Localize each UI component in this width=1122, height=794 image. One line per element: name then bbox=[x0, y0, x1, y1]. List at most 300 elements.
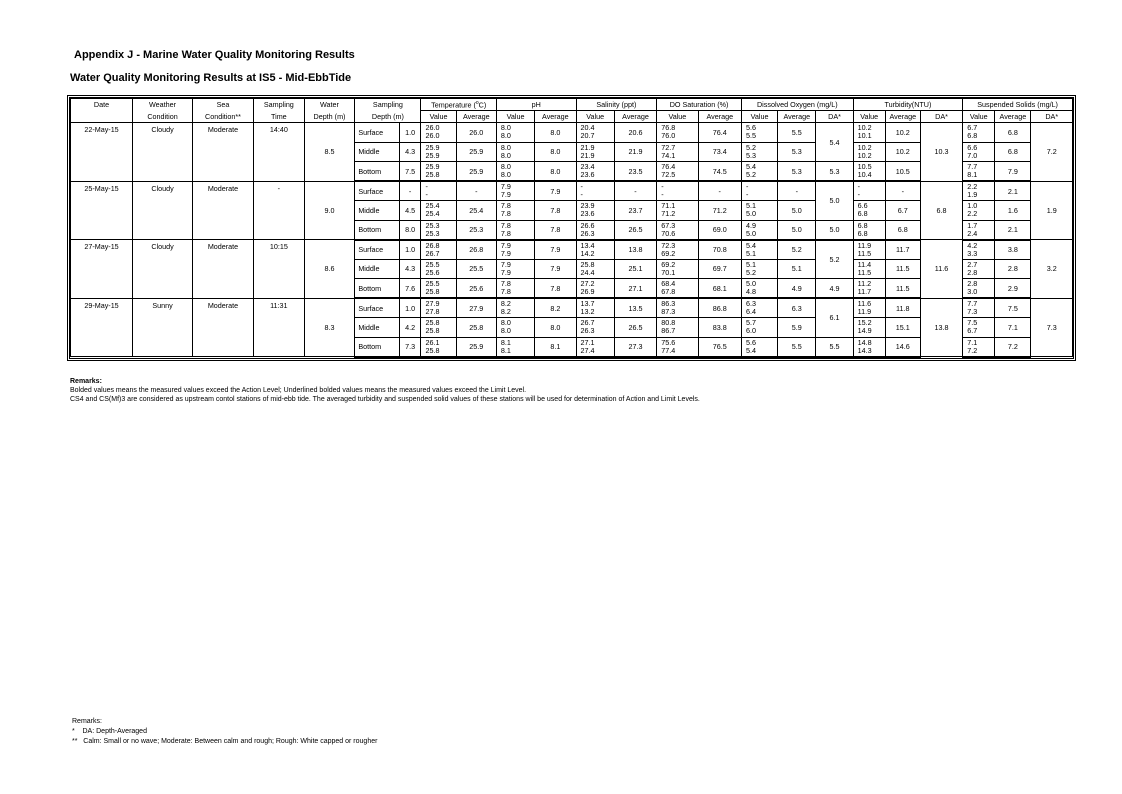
dissolved-oxygen-values-1: 5.0 bbox=[745, 279, 756, 288]
turbidity-average: 10.5 bbox=[885, 162, 920, 182]
sampling-time-cell: 14:40 bbox=[254, 123, 305, 182]
salinity-average: 20.6 bbox=[614, 123, 656, 143]
appendix-title: Appendix J - Marine Water Quality Monitoring Results bbox=[74, 49, 355, 61]
turbidity-values-2: 10.4 bbox=[857, 170, 872, 179]
col-header-sampling-time: Sampling bbox=[254, 99, 305, 111]
results-table-frame bbox=[67, 95, 1076, 361]
remarks-top-line-1: Bolded values means the measured values exceed the Action Level; Underlined bolded values means the measured values exceed the Limit Level. bbox=[70, 387, 527, 394]
remarks-top-heading: Remarks: bbox=[70, 378, 102, 385]
subheader-average: Average bbox=[778, 111, 816, 123]
turbidity-average: 10.2 bbox=[885, 142, 920, 162]
turbidity-average: 10.2 bbox=[885, 123, 920, 143]
suspended-solids-values-1: 7.7 bbox=[967, 162, 978, 171]
results-table bbox=[70, 98, 1073, 358]
table-row bbox=[71, 298, 1073, 318]
subheader-value: Value bbox=[853, 111, 885, 123]
suspended-solids-values-1: 2.2 bbox=[967, 182, 978, 191]
turbidity-values bbox=[853, 318, 885, 338]
turbidity-values-1: 15.2 bbox=[857, 318, 872, 328]
do-saturation-values bbox=[657, 318, 698, 338]
turbidity-values bbox=[853, 240, 885, 260]
salinity-average: 26.5 bbox=[614, 220, 656, 240]
turbidity-values-2: - bbox=[857, 190, 861, 199]
suspended-solids-average: 7.1 bbox=[995, 318, 1031, 338]
date-cell: 27-May-15 bbox=[71, 240, 133, 299]
ph-average: 7.9 bbox=[535, 181, 576, 201]
sampling-level-cell: Middle bbox=[355, 259, 399, 279]
salinity-values bbox=[576, 240, 614, 260]
turbidity-values-2: 10.2 bbox=[857, 150, 872, 160]
remarks-bottom-line-1: * DA: Depth-Averaged bbox=[72, 728, 147, 735]
col-header-sea: Sea bbox=[193, 99, 254, 111]
dissolved-oxygen-average: 5.0 bbox=[778, 201, 816, 221]
dissolved-oxygen-values-1: 5.7 bbox=[745, 318, 756, 328]
dissolved-oxygen-average: 5.1 bbox=[778, 259, 816, 279]
water-depth-cell: 8.3 bbox=[304, 298, 355, 357]
salinity-values bbox=[576, 259, 614, 279]
temperature-values-1: 25.9 bbox=[425, 162, 440, 171]
salinity-values bbox=[576, 337, 614, 357]
subheader-value: Value bbox=[421, 111, 456, 123]
do-saturation-average: 76.5 bbox=[698, 337, 741, 357]
suspended-solids-values bbox=[963, 123, 995, 143]
salinity-values bbox=[576, 279, 614, 299]
temperature-values-1: 27.9 bbox=[425, 299, 440, 308]
temperature-average: 25.9 bbox=[456, 337, 496, 357]
sampling-level-cell: Surface bbox=[355, 123, 399, 143]
remarks-bottom-heading: Remarks: bbox=[72, 718, 102, 725]
turbidity-average: 11.5 bbox=[885, 259, 920, 279]
suspended-solids-values-2: 6.7 bbox=[967, 326, 978, 336]
sampling-level-cell: Bottom bbox=[355, 279, 399, 299]
temperature-values-1: 25.3 bbox=[425, 220, 440, 230]
col-subheader-sampling-depth: Depth (m) bbox=[355, 111, 421, 123]
temperature-values-1: 25.5 bbox=[425, 279, 440, 288]
do-saturation-values-1: 76.4 bbox=[661, 162, 676, 171]
sampling-depth-cell: 7.3 bbox=[399, 337, 421, 357]
ph-values-2: 8.0 bbox=[500, 150, 511, 160]
date-cell: 22-May-15 bbox=[71, 123, 133, 182]
turbidity-values-2: 11.7 bbox=[857, 287, 872, 296]
ph-values bbox=[496, 259, 534, 279]
sampling-depth-cell: 7.6 bbox=[399, 279, 421, 299]
do-saturation-values-1: 86.3 bbox=[661, 299, 676, 308]
remarks-bottom-line-2: ** Calm: Small or no wave; Moderate: Between calm and rough; Rough: White capped or rougher bbox=[72, 738, 378, 745]
dissolved-oxygen-da-bottom: 5.0 bbox=[816, 220, 853, 240]
suspended-solids-average: 7.2 bbox=[995, 337, 1031, 357]
do-saturation-average: 74.5 bbox=[698, 162, 741, 182]
turbidity-values-1: 11.6 bbox=[857, 299, 872, 308]
temperature-values bbox=[421, 201, 456, 221]
salinity-values-2: - bbox=[580, 190, 583, 199]
dissolved-oxygen-values bbox=[741, 123, 777, 143]
do-saturation-values-1: 80.8 bbox=[661, 318, 676, 328]
turbidity-values-1: 11.4 bbox=[857, 259, 872, 269]
temperature-average: 26.8 bbox=[456, 240, 496, 260]
do-saturation-average: 70.8 bbox=[698, 240, 741, 260]
dissolved-oxygen-values-1: 5.1 bbox=[745, 259, 756, 269]
sampling-level-cell: Bottom bbox=[355, 220, 399, 240]
turbidity-values-1: 6.8 bbox=[857, 220, 868, 230]
weather-cell: Cloudy bbox=[133, 240, 193, 299]
salinity-values-1: 21.9 bbox=[580, 142, 595, 152]
subheader-da: DA* bbox=[920, 111, 962, 123]
salinity-values-1: 25.8 bbox=[580, 259, 595, 269]
ph-values bbox=[496, 318, 534, 338]
dissolved-oxygen-values-1: 5.4 bbox=[745, 162, 756, 171]
do-saturation-values-1: - bbox=[661, 182, 664, 191]
table-row bbox=[71, 123, 1073, 143]
dissolved-oxygen-average: 5.5 bbox=[778, 123, 816, 143]
dissolved-oxygen-average: 4.9 bbox=[778, 279, 816, 299]
do-saturation-average: 86.8 bbox=[698, 298, 741, 318]
suspended-solids-values-2: 7.0 bbox=[967, 150, 978, 160]
turbidity-values-2: 11.9 bbox=[857, 307, 872, 316]
subheader-value: Value bbox=[496, 111, 534, 123]
subheader-da: DA* bbox=[1031, 111, 1073, 123]
temperature-values-2: 25.8 bbox=[425, 326, 440, 336]
sampling-level-cell: Middle bbox=[355, 201, 399, 221]
temperature-values-1: 26.8 bbox=[425, 240, 440, 250]
turbidity-values-2: 11.5 bbox=[857, 248, 872, 258]
ph-values-1: 8.1 bbox=[500, 337, 511, 347]
ph-values-2: 8.0 bbox=[500, 170, 511, 179]
dissolved-oxygen-average: 5.3 bbox=[778, 142, 816, 162]
ph-values bbox=[496, 337, 534, 357]
dissolved-oxygen-da: 5.2 bbox=[816, 240, 853, 279]
suspended-solids-da: 3.2 bbox=[1031, 240, 1073, 299]
sampling-depth-cell: 4.3 bbox=[399, 259, 421, 279]
suspended-solids-values-2: 7.2 bbox=[967, 345, 978, 355]
ph-values-1: 8.0 bbox=[500, 123, 511, 133]
do-saturation-values-2: 69.2 bbox=[661, 248, 676, 258]
do-saturation-values-1: 72.3 bbox=[661, 240, 676, 250]
col-subheader-sea: Condition** bbox=[193, 111, 254, 123]
ph-values-2: 7.8 bbox=[500, 228, 511, 238]
turbidity-values-1: 10.5 bbox=[857, 162, 872, 171]
turbidity-values bbox=[853, 142, 885, 162]
suspended-solids-average: 3.8 bbox=[995, 240, 1031, 260]
sea-condition-cell: Moderate bbox=[193, 240, 254, 299]
sampling-depth-cell: 4.2 bbox=[399, 318, 421, 338]
suspended-solids-average: 7.5 bbox=[995, 298, 1031, 318]
do-saturation-values bbox=[657, 123, 698, 143]
do-saturation-values-1: 71.1 bbox=[661, 201, 676, 211]
temperature-values bbox=[421, 220, 456, 240]
suspended-solids-values-2: 2.2 bbox=[967, 209, 978, 219]
suspended-solids-values-2: 3.3 bbox=[967, 248, 978, 258]
dissolved-oxygen-values bbox=[741, 337, 777, 357]
turbidity-average: 6.7 bbox=[885, 201, 920, 221]
sampling-time-cell: 10:15 bbox=[254, 240, 305, 299]
suspended-solids-values-1: 7.1 bbox=[967, 337, 978, 347]
col-header-suspended-solids: Suspended Solids (mg/L) bbox=[963, 99, 1073, 111]
do-saturation-average: 71.2 bbox=[698, 201, 741, 221]
ph-average: 8.0 bbox=[535, 142, 576, 162]
do-saturation-values-2: 87.3 bbox=[661, 307, 676, 316]
suspended-solids-values-1: 1.0 bbox=[967, 201, 978, 211]
col-header-weather: Weather bbox=[133, 99, 193, 111]
turbidity-average: 11.7 bbox=[885, 240, 920, 260]
subheader-da: DA* bbox=[816, 111, 853, 123]
ph-values bbox=[496, 162, 534, 182]
dissolved-oxygen-values bbox=[741, 298, 777, 318]
ph-average: 7.8 bbox=[535, 220, 576, 240]
salinity-average: 27.1 bbox=[614, 279, 656, 299]
ph-values bbox=[496, 220, 534, 240]
ph-values-2: 7.8 bbox=[500, 209, 511, 219]
dissolved-oxygen-values-2: - bbox=[745, 190, 749, 199]
header-row-2 bbox=[71, 111, 1073, 123]
turbidity-values-1: - bbox=[857, 182, 861, 191]
temperature-values-2: 26.7 bbox=[425, 248, 440, 258]
sampling-time-cell: - bbox=[254, 181, 305, 240]
dissolved-oxygen-values bbox=[741, 142, 777, 162]
suspended-solids-values bbox=[963, 201, 995, 221]
dissolved-oxygen-average: 5.2 bbox=[778, 240, 816, 260]
temperature-values-1: 26.0 bbox=[425, 123, 440, 133]
dissolved-oxygen-average: 5.0 bbox=[778, 220, 816, 240]
ph-values-1: 8.0 bbox=[500, 162, 511, 171]
temperature-values-2: 25.4 bbox=[425, 209, 440, 219]
salinity-values-2: 21.9 bbox=[580, 150, 595, 160]
ph-average: 8.2 bbox=[535, 298, 576, 318]
subheader-value: Value bbox=[963, 111, 995, 123]
do-saturation-values-1: 69.2 bbox=[661, 259, 676, 269]
suspended-solids-average: 1.6 bbox=[995, 201, 1031, 221]
sampling-level-cell: Surface bbox=[355, 181, 399, 201]
salinity-values-1: 13.7 bbox=[580, 299, 595, 308]
header-row-1 bbox=[71, 99, 1073, 111]
dissolved-oxygen-average: 6.3 bbox=[778, 298, 816, 318]
remarks-bottom bbox=[72, 717, 377, 747]
ph-average: 8.0 bbox=[535, 318, 576, 338]
subheader-average: Average bbox=[885, 111, 920, 123]
do-saturation-values-2: 72.5 bbox=[661, 170, 676, 179]
turbidity-values-2: 14.9 bbox=[857, 326, 872, 336]
salinity-average: 13.8 bbox=[614, 240, 656, 260]
salinity-values bbox=[576, 298, 614, 318]
temperature-values bbox=[421, 181, 456, 201]
suspended-solids-values bbox=[963, 162, 995, 182]
ph-values-2: 7.9 bbox=[500, 248, 511, 258]
suspended-solids-values-2: 8.1 bbox=[967, 170, 978, 179]
dissolved-oxygen-da: 6.1 bbox=[816, 298, 853, 337]
dissolved-oxygen-da: 5.0 bbox=[816, 181, 853, 220]
suspended-solids-values bbox=[963, 298, 995, 318]
suspended-solids-values bbox=[963, 318, 995, 338]
temperature-average: 27.9 bbox=[456, 298, 496, 318]
dissolved-oxygen-values-2: 5.3 bbox=[745, 150, 756, 160]
do-saturation-values bbox=[657, 162, 698, 182]
dissolved-oxygen-values bbox=[741, 279, 777, 299]
suspended-solids-values bbox=[963, 220, 995, 240]
do-saturation-values bbox=[657, 240, 698, 260]
ph-average: 8.1 bbox=[535, 337, 576, 357]
salinity-values-2: 23.6 bbox=[580, 170, 595, 179]
salinity-values-2: 13.2 bbox=[580, 307, 595, 316]
salinity-values-2: 23.6 bbox=[580, 209, 595, 219]
dissolved-oxygen-values-2: 6.4 bbox=[745, 307, 756, 316]
suspended-solids-values bbox=[963, 259, 995, 279]
do-saturation-values bbox=[657, 201, 698, 221]
salinity-values-1: 26.6 bbox=[580, 220, 595, 230]
turbidity-values-1: 14.8 bbox=[857, 337, 872, 347]
turbidity-values bbox=[853, 259, 885, 279]
dissolved-oxygen-values-1: 5.2 bbox=[745, 142, 756, 152]
salinity-values-1: 27.1 bbox=[580, 337, 595, 347]
dissolved-oxygen-values bbox=[741, 201, 777, 221]
salinity-average: 27.3 bbox=[614, 337, 656, 357]
dissolved-oxygen-values-2: 5.4 bbox=[745, 345, 756, 355]
do-saturation-values-2: 67.8 bbox=[661, 287, 676, 296]
suspended-solids-average: 2.1 bbox=[995, 181, 1031, 201]
do-saturation-values bbox=[657, 220, 698, 240]
sampling-depth-cell: 1.0 bbox=[399, 298, 421, 318]
temperature-values-2: 27.8 bbox=[425, 307, 440, 316]
ph-values bbox=[496, 279, 534, 299]
turbidity-average: - bbox=[885, 181, 920, 201]
sea-condition-cell: Moderate bbox=[193, 123, 254, 182]
sampling-level-cell: Bottom bbox=[355, 337, 399, 357]
turbidity-values-2: 6.8 bbox=[857, 209, 868, 219]
subheader-average: Average bbox=[995, 111, 1031, 123]
suspended-solids-da: 7.2 bbox=[1031, 123, 1073, 182]
dissolved-oxygen-da-bottom: 5.5 bbox=[816, 337, 853, 357]
suspended-solids-values-1: 7.5 bbox=[967, 318, 978, 328]
suspended-solids-average: 2.1 bbox=[995, 220, 1031, 240]
suspended-solids-values-1: 4.2 bbox=[967, 240, 978, 250]
do-saturation-values-2: 70.1 bbox=[661, 267, 676, 277]
col-subheader-weather: Condition bbox=[133, 111, 193, 123]
suspended-solids-values-2: 2.8 bbox=[967, 267, 978, 277]
ph-values bbox=[496, 240, 534, 260]
salinity-values-1: 20.4 bbox=[580, 123, 595, 133]
salinity-values-2: 26.3 bbox=[580, 228, 595, 238]
salinity-values-2: 20.7 bbox=[580, 131, 595, 141]
col-header-do-saturation: DO Saturation (%) bbox=[657, 99, 742, 111]
temperature-values-2: 25.3 bbox=[425, 228, 440, 238]
date-cell: 25-May-15 bbox=[71, 181, 133, 240]
suspended-solids-average: 2.9 bbox=[995, 279, 1031, 299]
salinity-values bbox=[576, 123, 614, 143]
turbidity-values bbox=[853, 337, 885, 357]
salinity-average: 23.7 bbox=[614, 201, 656, 221]
ph-values-2: 8.0 bbox=[500, 131, 511, 141]
do-saturation-values bbox=[657, 298, 698, 318]
salinity-values bbox=[576, 220, 614, 240]
col-header-salinity: Salinity (ppt) bbox=[576, 99, 657, 111]
salinity-values-1: 23.9 bbox=[580, 201, 595, 211]
col-subheader-time: Time bbox=[254, 111, 305, 123]
temperature-values bbox=[421, 318, 456, 338]
suspended-solids-values-1: 6.6 bbox=[967, 142, 978, 152]
temperature-values-1: 26.1 bbox=[425, 337, 440, 347]
salinity-values bbox=[576, 142, 614, 162]
table-row bbox=[71, 181, 1073, 201]
sampling-level-cell: Middle bbox=[355, 318, 399, 338]
salinity-values bbox=[576, 162, 614, 182]
salinity-values bbox=[576, 181, 614, 201]
weather-cell: Sunny bbox=[133, 298, 193, 357]
salinity-values-2: 27.4 bbox=[580, 345, 595, 355]
turbidity-values-1: 6.6 bbox=[857, 201, 868, 211]
temperature-average: 25.9 bbox=[456, 162, 496, 182]
ph-values-1: 8.2 bbox=[500, 299, 511, 308]
do-saturation-average: 69.0 bbox=[698, 220, 741, 240]
do-saturation-values-1: 76.8 bbox=[661, 123, 676, 133]
turbidity-values bbox=[853, 181, 885, 201]
temperature-values-1: 25.8 bbox=[425, 318, 440, 328]
sampling-depth-cell: - bbox=[399, 181, 421, 201]
turbidity-values-1: 10.2 bbox=[857, 142, 872, 152]
col-header-turbidity: Turbidity(NTU) bbox=[853, 99, 963, 111]
turbidity-values-1: 11.2 bbox=[857, 279, 872, 288]
dissolved-oxygen-average: 5.5 bbox=[778, 337, 816, 357]
suspended-solids-average: 2.8 bbox=[995, 259, 1031, 279]
dissolved-oxygen-values-2: 5.1 bbox=[745, 248, 756, 258]
do-saturation-average: 76.4 bbox=[698, 123, 741, 143]
weather-cell: Cloudy bbox=[133, 123, 193, 182]
temperature-average: 25.3 bbox=[456, 220, 496, 240]
do-saturation-values-1: 75.6 bbox=[661, 337, 676, 347]
dissolved-oxygen-values-2: 5.0 bbox=[745, 228, 756, 238]
dissolved-oxygen-da-bottom: 4.9 bbox=[816, 279, 853, 299]
salinity-values-2: 26.3 bbox=[580, 326, 595, 336]
dissolved-oxygen-values-2: 5.2 bbox=[745, 170, 756, 179]
dissolved-oxygen-values-2: 5.2 bbox=[745, 267, 756, 277]
temperature-average: 26.0 bbox=[456, 123, 496, 143]
suspended-solids-values-1: 2.8 bbox=[967, 279, 978, 288]
temperature-values-2: - bbox=[425, 190, 428, 199]
dissolved-oxygen-values-1: 5.4 bbox=[745, 240, 756, 250]
do-saturation-values bbox=[657, 181, 698, 201]
turbidity-values-1: 11.9 bbox=[857, 240, 872, 250]
turbidity-values-2: 6.8 bbox=[857, 228, 868, 238]
ph-values-1: 7.8 bbox=[500, 220, 511, 230]
col-header-ph: pH bbox=[496, 99, 576, 111]
temperature-average: 25.9 bbox=[456, 142, 496, 162]
salinity-average: 21.9 bbox=[614, 142, 656, 162]
ph-values bbox=[496, 201, 534, 221]
temperature-values bbox=[421, 337, 456, 357]
sampling-level-cell: Middle bbox=[355, 142, 399, 162]
dissolved-oxygen-average: 5.9 bbox=[778, 318, 816, 338]
turbidity-da: 13.8 bbox=[920, 298, 962, 357]
suspended-solids-average: 6.8 bbox=[995, 142, 1031, 162]
do-saturation-values-1: 67.3 bbox=[661, 220, 676, 230]
table-row bbox=[71, 240, 1073, 260]
temperature-values bbox=[421, 162, 456, 182]
temperature-average: 25.6 bbox=[456, 279, 496, 299]
temperature-values-2: 25.9 bbox=[425, 150, 440, 160]
subheader-average: Average bbox=[456, 111, 496, 123]
suspended-solids-values bbox=[963, 240, 995, 260]
dissolved-oxygen-values-1: 5.6 bbox=[745, 337, 756, 347]
ph-values-2: 8.2 bbox=[500, 307, 511, 316]
dissolved-oxygen-values bbox=[741, 220, 777, 240]
salinity-average: - bbox=[614, 181, 656, 201]
salinity-values-2: 14.2 bbox=[580, 248, 595, 258]
suspended-solids-average: 6.8 bbox=[995, 123, 1031, 143]
suspended-solids-da: 7.3 bbox=[1031, 298, 1073, 357]
suspended-solids-values-2: 6.8 bbox=[967, 131, 978, 141]
turbidity-average: 14.6 bbox=[885, 337, 920, 357]
sampling-time-cell: 11:31 bbox=[254, 298, 305, 357]
do-saturation-values-1: 68.4 bbox=[661, 279, 676, 288]
ph-average: 7.8 bbox=[535, 279, 576, 299]
sampling-depth-cell: 4.5 bbox=[399, 201, 421, 221]
